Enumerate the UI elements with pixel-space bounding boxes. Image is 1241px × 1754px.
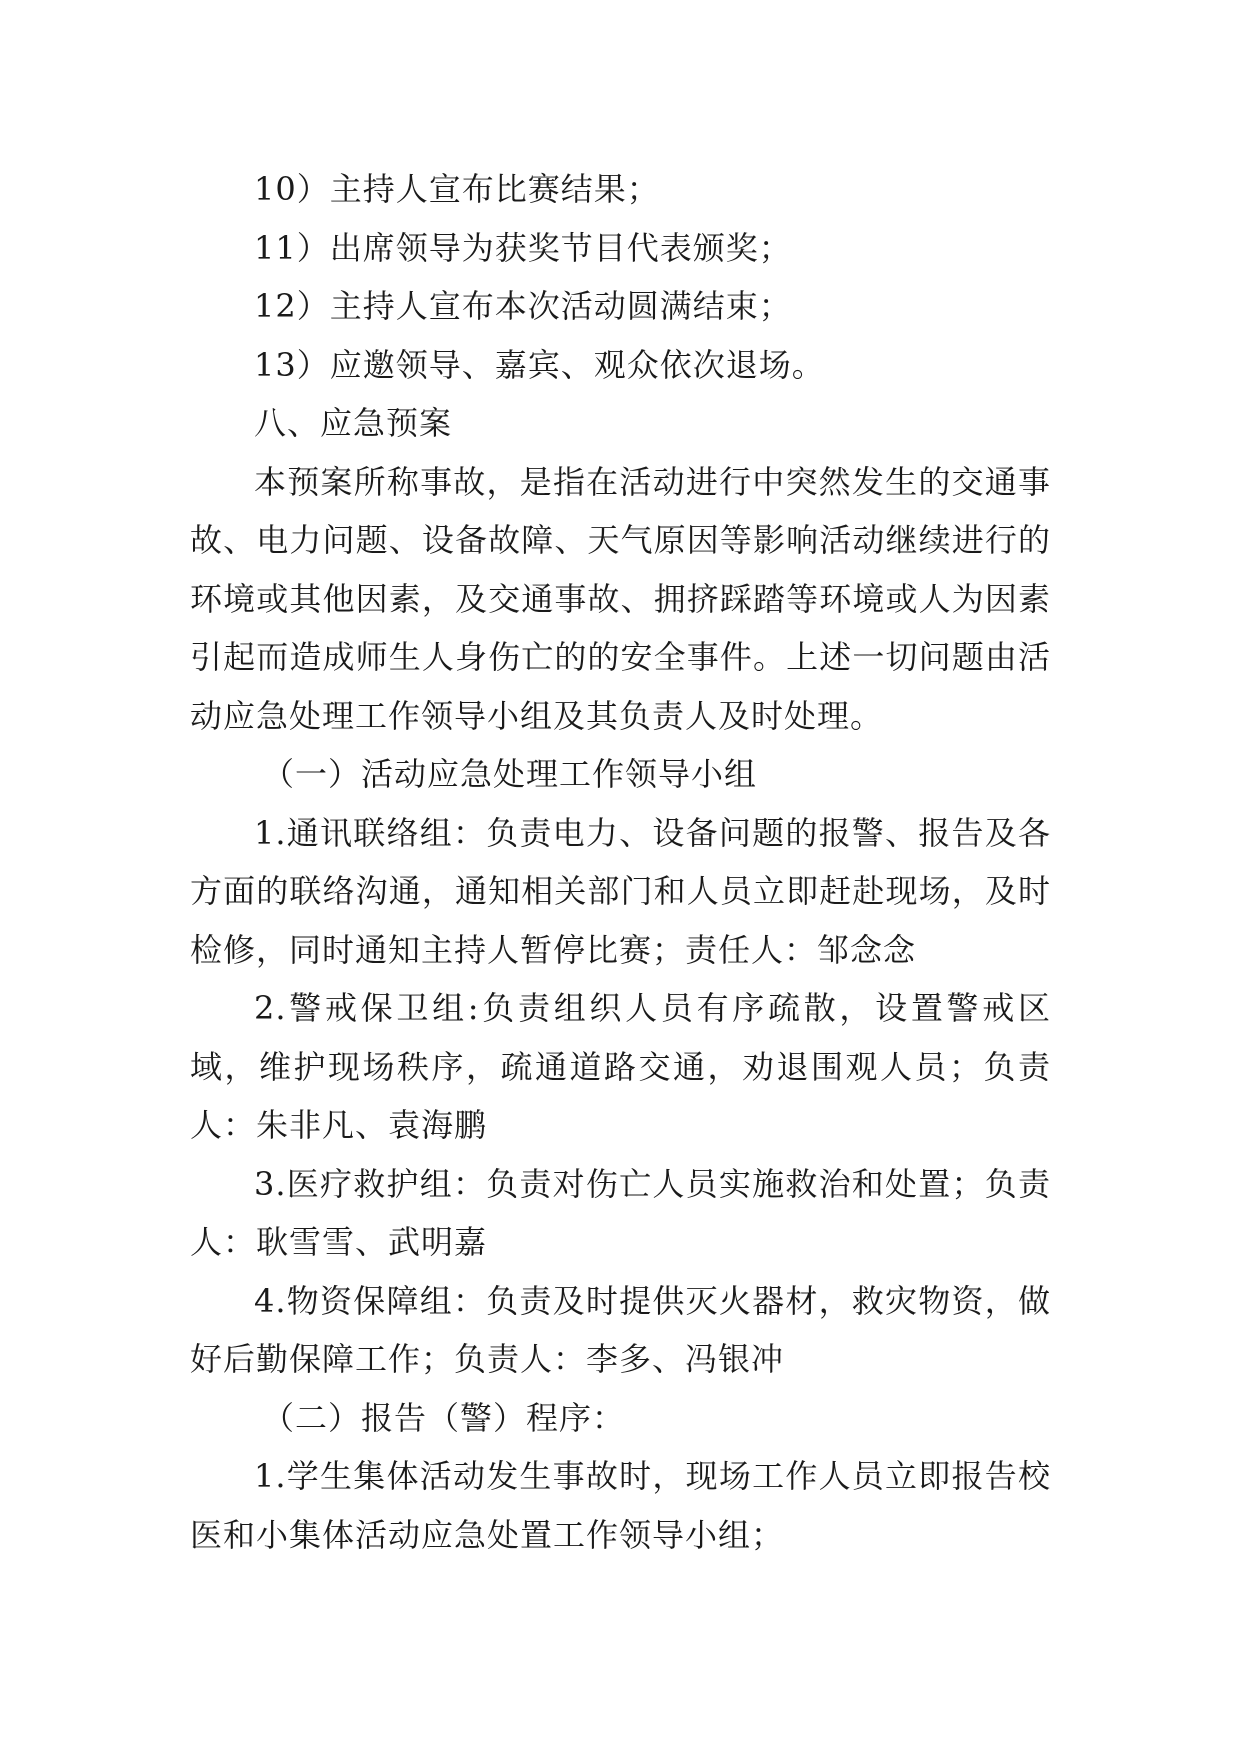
group-supplies: 4.物资保障组：负责及时提供灭火器材，救灾物资，做好后勤保障工作；负责人：李多、冯银冲 bbox=[190, 1281, 1051, 1378]
emergency-plan-definition: 本预案所称事故，是指在活动进行中突然发生的交通事故、电力问题、设备故障、天气原因等影响活动继续进行的环境或其他因素，及交通事故、拥挤踩踏等环境或人为因素引起而造成师生人身伤亡的的安全事件。上述一切问题由活动应急处理工作领导小组及其负责人及时处理。 bbox=[190, 462, 1051, 735]
subsection-heading-leadership-group: （一）活动应急处理工作领导小组 bbox=[262, 755, 758, 793]
group-communication: 1.通讯联络组：负责电力、设备问题的报警、报告及各方面的联络沟通，通知相关部门和人员立即赶赴现场，及时检修，同时通知主持人暂停比赛；责任人：邹念念 bbox=[190, 813, 1051, 969]
report-step-1: 1.学生集体活动发生事故时，现场工作人员立即报告校医和小集体活动应急处置工作领导小组； bbox=[190, 1457, 1051, 1554]
group-security: 2.警戒保卫组:负责组织人员有序疏散，设置警戒区域，维护现场秩序，疏通道路交通，劝退围观人员；负责人：朱非凡、袁海鹏 bbox=[190, 989, 1051, 1144]
program-step-11: 11）出席领导为获奖节目代表颁奖； bbox=[254, 228, 792, 267]
program-step-12: 12）主持人宣布本次活动圆满结束； bbox=[254, 287, 792, 325]
section-heading-emergency-plan: 八、应急预案 bbox=[254, 404, 453, 442]
group-medical: 3.医疗救护组：负责对伤亡人员实施救治和处置；负责人：耿雪雪、武明嘉 bbox=[190, 1164, 1051, 1261]
subsection-heading-report-procedure: （二）报告（警）程序： bbox=[262, 1398, 626, 1437]
program-step-13: 13）应邀领导、嘉宾、观众依次退场。 bbox=[254, 345, 825, 384]
program-step-10: 10）主持人宣布比赛结果； bbox=[254, 170, 660, 208]
